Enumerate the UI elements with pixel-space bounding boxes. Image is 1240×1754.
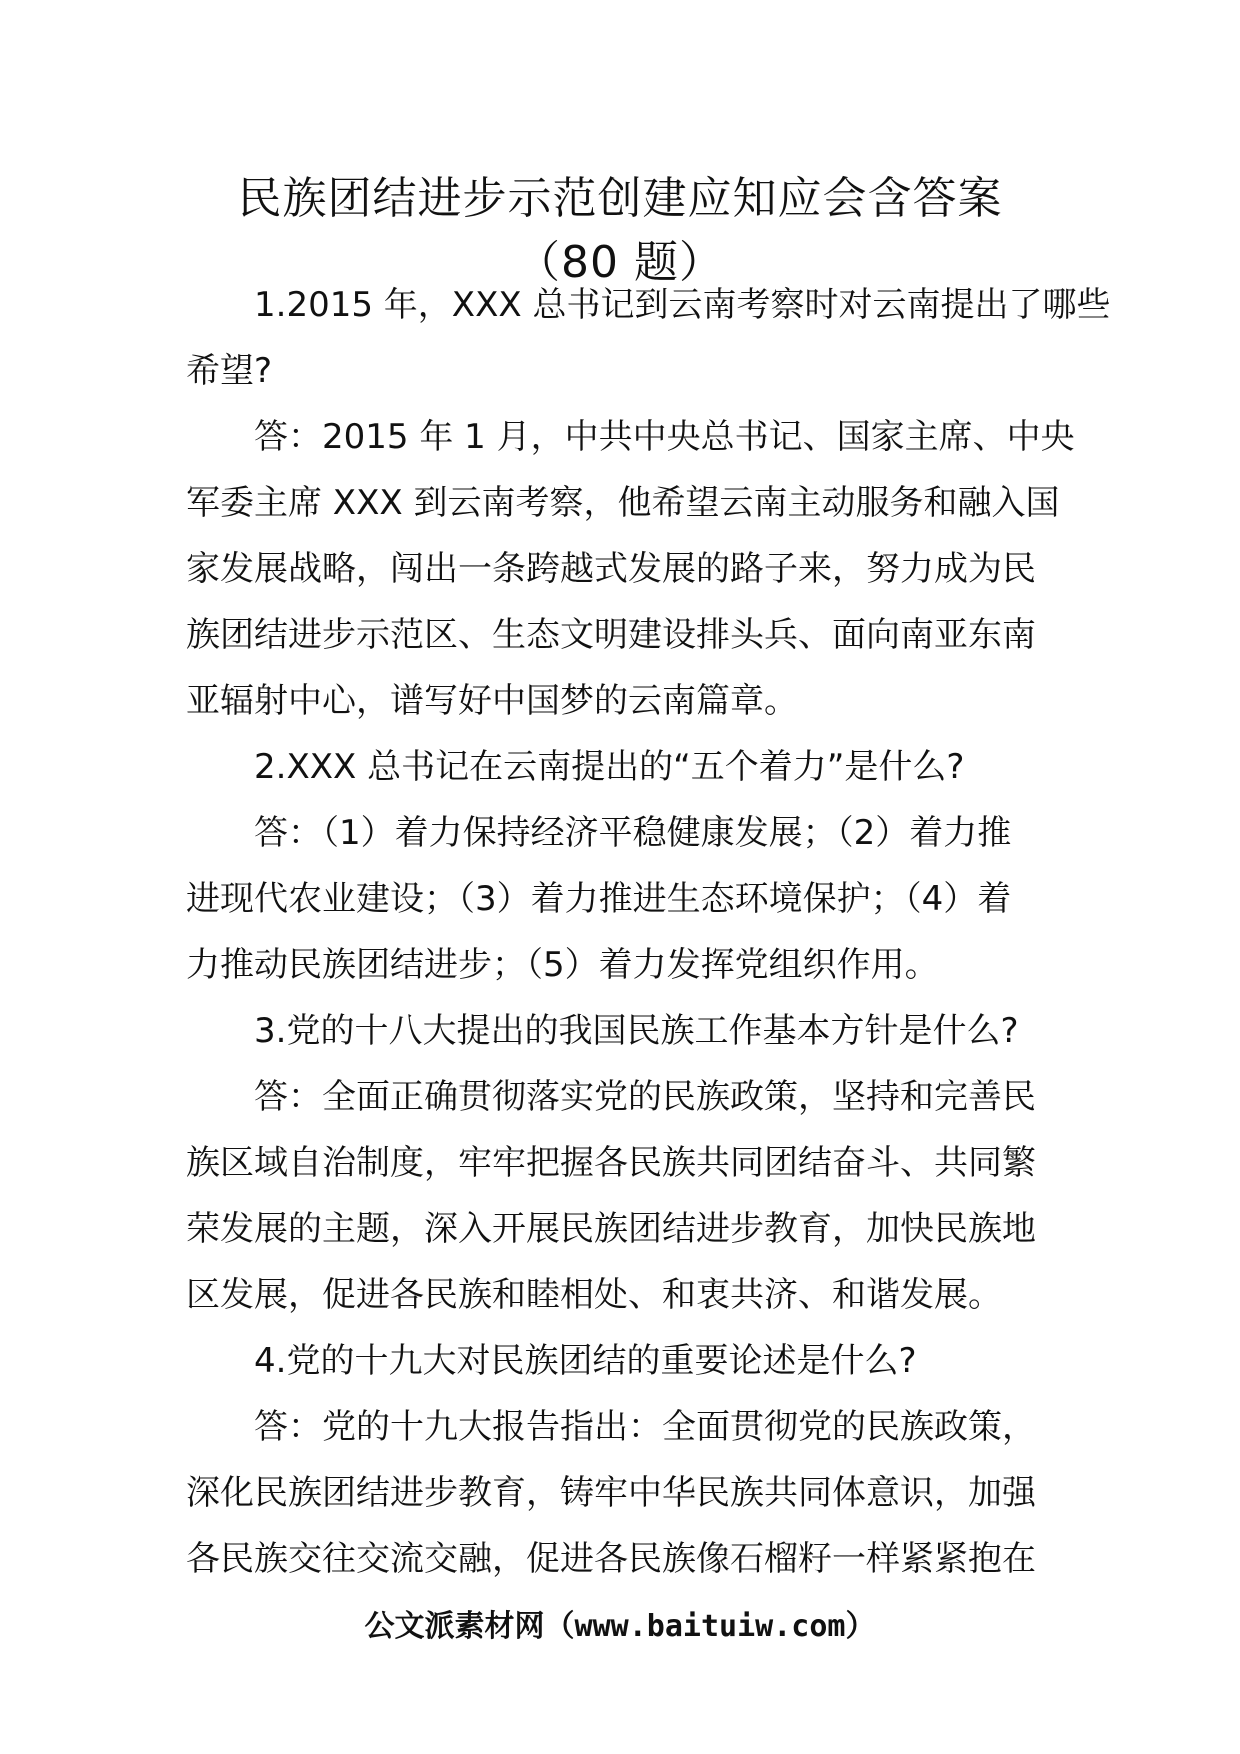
footer-open-paren: （ (544, 1609, 575, 1644)
body-line: 各民族交往交流交融，促进各民族像石榴籽一样紧紧抱在 (186, 1539, 1036, 1579)
body-line: 区发展，促进各民族和睦相处、和衷共济、和谐发展。 (186, 1275, 1002, 1315)
footer-site-name: 公文派素材网 (364, 1609, 545, 1644)
body-line: 答：全面正确贯彻落实党的民族政策，坚持和完善民 (254, 1077, 1036, 1117)
body-line: 1.2015 年，XXX 总书记到云南考察时对云南提出了哪些 (254, 285, 1111, 325)
body-line: 军委主席 XXX 到云南考察，他希望云南主动服务和融入国 (186, 483, 1060, 523)
footer-watermark (0, 1605, 1240, 1649)
body-line: 荣发展的主题，深入开展民族团结进步教育，加快民族地 (186, 1209, 1036, 1249)
body-line: 族区域自治制度，牢牢把握各民族共同团结奋斗、共同繁 (186, 1143, 1036, 1183)
body-line: 答：党的十九大报告指出：全面贯彻党的民族政策， (254, 1407, 1036, 1447)
body-line: 亚辐射中心，谱写好中国梦的云南篇章。 (186, 681, 798, 721)
body-line: 深化民族团结进步教育，铸牢中华民族共同体意识，加强 (186, 1473, 1036, 1513)
body-line: 3.党的十八大提出的我国民族工作基本方针是什么? (254, 1011, 1019, 1051)
document-body (186, 272, 1111, 1592)
body-line: 家发展战略，闯出一条跨越式发展的路子来，努力成为民 (186, 549, 1036, 589)
body-line: 族团结进步示范区、生态文明建设排头兵、面向南亚东南 (186, 615, 1036, 655)
body-line: 力推动民族团结进步；（5）着力发挥党组织作用。 (186, 945, 939, 985)
body-line: 进现代农业建设；（3）着力推进生态环境保护；（4）着 (186, 879, 1012, 919)
body-line: 4.党的十九大对民族团结的重要论述是什么? (254, 1341, 917, 1381)
body-line: 2.XXX 总书记在云南提出的“五个着力”是什么? (254, 747, 965, 787)
footer-close-paren: ） (845, 1609, 876, 1644)
document-title: 民族团结进步示范创建应知应会含答案 (237, 173, 1003, 224)
body-line: 答：（1）着力保持经济平稳健康发展；（2）着力推 (254, 813, 1012, 853)
footer-url: www.baituiw.com (574, 1609, 846, 1644)
body-line: 答：2015 年 1 月，中共中央总书记、国家主席、中央 (254, 417, 1075, 457)
document-subtitle: （80 题） (516, 237, 724, 288)
body-line: 希望? (186, 351, 273, 391)
